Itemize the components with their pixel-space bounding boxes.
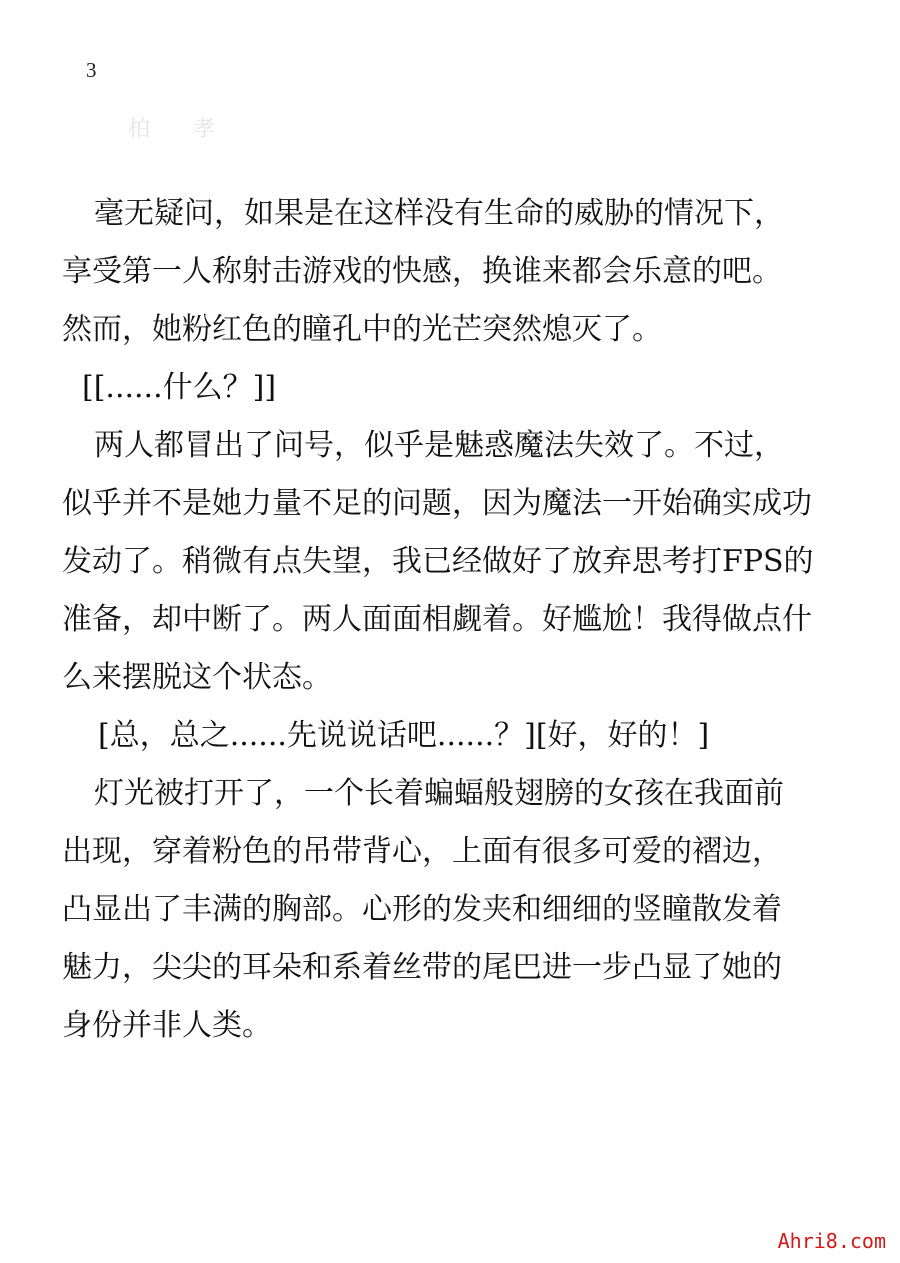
watermark: Ahri8.com [777, 1229, 886, 1253]
text-line: 凸显出了丰满的胸部。心形的发夹和细细的竖瞳散发着 [62, 892, 782, 927]
text-line: 么来摆脱这个状态。 [62, 660, 332, 695]
text-line: 享受第一人称射击游戏的快感，换谁来都会乐意的吧。 [62, 254, 782, 289]
text-line: 出现，穿着粉色的吊带背心，上面有很多可爱的褶边， [62, 834, 782, 869]
text-line: 身份并非人类。 [62, 1008, 272, 1043]
text-line: 两人都冒出了问号，似乎是魅惑魔法失效了。不过， [94, 428, 784, 463]
text-line: 准备，却中断了。两人面面相觑着。好尴尬！我得做点什 [62, 602, 812, 637]
page-number: 3 [86, 58, 97, 82]
dialog-line: [[......什么？]] [82, 370, 277, 405]
text-line: 然而，她粉红色的瞳孔中的光芒突然熄灭了。 [62, 312, 662, 347]
body-text [62, 185, 862, 1055]
text-line: 发动了。稍微有点失望，我已经做好了放弃思考打FPS的 [62, 544, 814, 579]
faint-header-mark: 柏 孝 [128, 117, 233, 142]
dialog-line: [总，总之......先说说话吧......？][好，好的！] [98, 718, 710, 753]
text-line: 魅力，尖尖的耳朵和系着丝带的尾巴进一步凸显了她的 [62, 950, 782, 985]
text-line: 灯光被打开了，一个长着蝙蝠般翅膀的女孩在我面前 [94, 776, 784, 811]
text-line: 似乎并不是她力量不足的问题，因为魔法一开始确实成功 [62, 486, 812, 521]
text-line: 毫无疑问，如果是在这样没有生命的威胁的情况下， [94, 196, 784, 231]
